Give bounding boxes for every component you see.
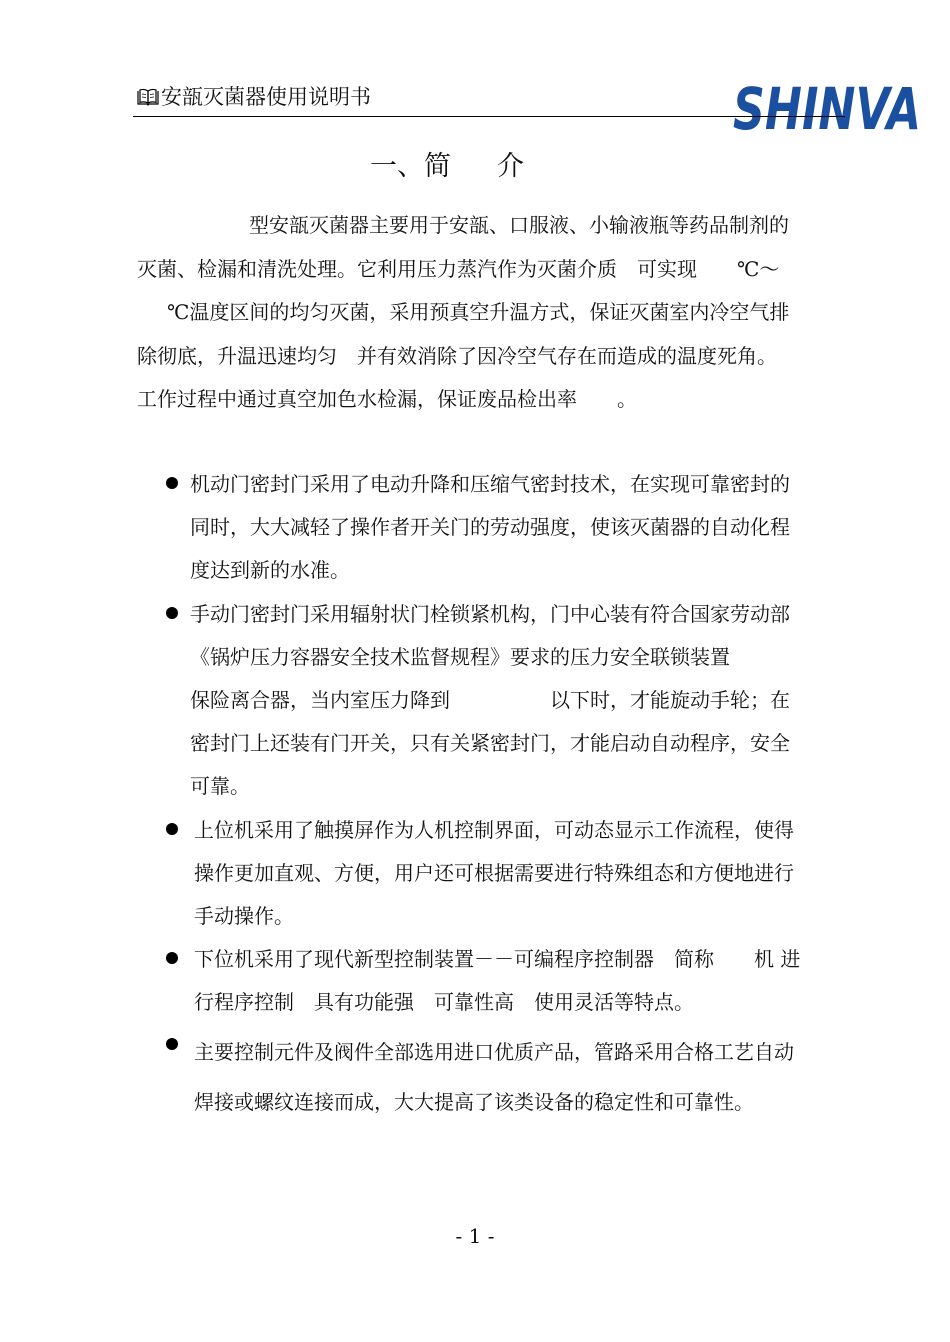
bullet-line: 操作更加直观、方便，用户还可根据需要进行特殊组态和方便地进行 — [194, 861, 794, 885]
bullet-line: 行程序控制 具有功能强 可靠性高 使用灵活等特点。 — [194, 990, 694, 1014]
bullet-dot-icon — [166, 1038, 178, 1050]
section-title-first-char: 简 — [424, 151, 451, 182]
shinva-logo — [733, 83, 923, 133]
bullet-dot-icon — [166, 823, 178, 835]
intro-line: ℃温度区间的均匀灭菌，采用预真空升温方式，保证灭菌室内冷空气排 — [167, 300, 790, 325]
bullet-line: 同时，大大减轻了操作者开关门的劳动强度，使该灭菌器的自动化程 — [190, 515, 790, 539]
bullet-line: 下位机采用了现代新型控制装置－－可编程序控制器 简称 机 进 — [194, 947, 801, 971]
header-divider — [133, 116, 845, 117]
bullet-line: 可靠。 — [190, 774, 250, 798]
bullet-line: 机动门密封门采用了电动升降和压缩气密封技术，在实现可靠密封的 — [190, 472, 790, 496]
bullet-line: 焊接或螺纹连接而成，大大提高了该类设备的稳定性和可靠性。 — [194, 1090, 754, 1114]
header-title-text: 安瓿灭菌器使用说明书 — [161, 85, 371, 109]
intro-line: 除彻底，升温迅速均匀 并有效消除了因冷空气存在而造成的温度死角。 — [137, 343, 777, 368]
intro-line: 工作过程中通过真空加色水检漏，保证废品检出率 。 — [137, 387, 637, 412]
bullet-line: 手动门密封门采用辐射状门栓锁紧机构，门中心装有符合国家劳动部 — [190, 602, 790, 626]
intro-line: 灭菌、检漏和清洗处理。它利用压力蒸汽作为灭菌介质 可实现 ℃～ — [137, 256, 780, 281]
bullet-dot-icon — [166, 477, 178, 489]
bullet-line: 密封门上还装有门开关，只有关紧密封门，才能启动自动程序，安全 — [190, 731, 790, 755]
bullet-dot-icon — [166, 607, 178, 619]
svg-text:SHINVA: SHINVA — [733, 83, 921, 133]
book-icon — [137, 88, 159, 106]
intro-paragraph — [137, 204, 849, 422]
bullet-dot-icon — [166, 952, 178, 964]
section-title-second-char: 介 — [497, 151, 524, 182]
intro-line: 型安瓿灭菌器主要用于安瓿、口服液、小输液瓶等药品制剂的 — [249, 213, 789, 237]
bullet-line: 保险离合器，当内室压力降到 以下时，才能旋动手轮；在 — [190, 688, 790, 712]
bullet-line: 上位机采用了触摸屏作为人机控制界面，可动态显示工作流程，使得 — [194, 818, 794, 842]
bullet-line: 《锅炉压力容器安全技术监督规程》要求的压力安全联锁装置 — [190, 645, 730, 669]
bullet-line: 手动操作。 — [194, 904, 294, 928]
header-title — [137, 83, 371, 111]
page-number: - 1 - — [455, 1224, 495, 1248]
section-title — [370, 150, 524, 184]
bullet-line: 主要控制元件及阀件全部选用进口优质产品，管路采用合格工艺自动 — [194, 1040, 794, 1064]
section-number: 一、 — [370, 151, 424, 182]
bullet-line: 度达到新的水准。 — [190, 558, 350, 582]
